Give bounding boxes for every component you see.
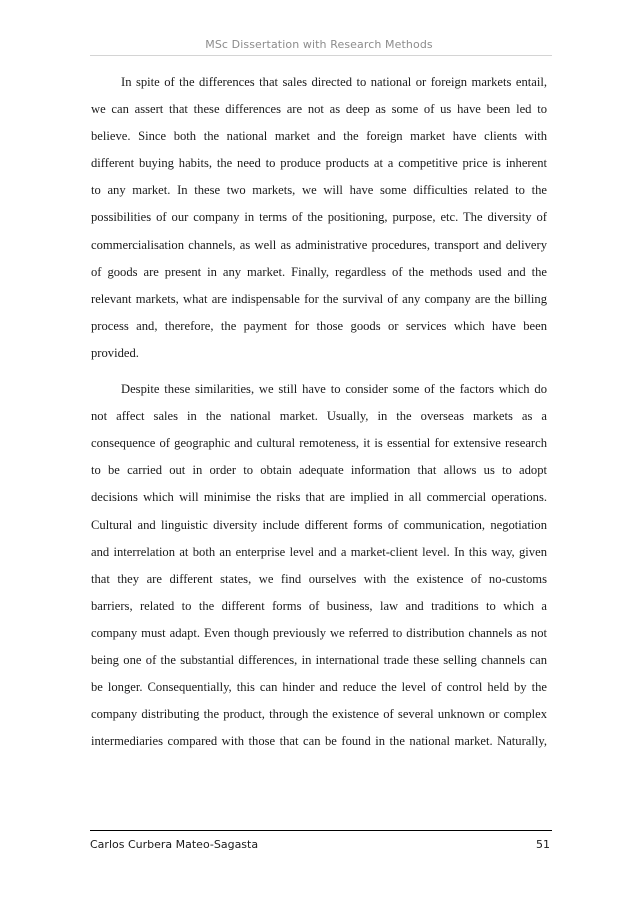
text-line: commercialisation channels, as well as administrative procedures, transport and delivery (91, 237, 547, 252)
text-line: Despite these similarities, we still have to consider some of the factors which do (121, 382, 547, 397)
text-line: relevant markets, what are indispensable for the survival of any company are the billing (91, 291, 547, 306)
footer-author: Carlos Curbera Mateo-Sagasta (90, 838, 259, 851)
text-line: Cultural and linguistic diversity include different forms of communication, negotiation (91, 517, 547, 532)
text-line: provided. (91, 345, 139, 360)
text-line: and interrelation at both an enterprise level and a market-client level. In this way, given (91, 544, 547, 559)
header-divider (90, 55, 552, 56)
paragraph (91, 376, 547, 755)
text-line: be longer. Consequentially, this can hinder and reduce the level of control held by the (91, 680, 547, 695)
text-line: believe. Since both the national market and the foreign market have clients with (91, 129, 547, 144)
page-number: 51 (536, 838, 550, 851)
text-line: process and, therefore, the payment for those goods or services which have been (91, 318, 547, 333)
paragraph (91, 69, 547, 367)
text-line: to be carried out in order to obtain adequate information that allows us to adopt (91, 463, 547, 478)
text-line: company distributing the product, through the existence of several unknown or complex (91, 707, 547, 722)
running-header: MSc Dissertation with Research Methods (205, 38, 433, 51)
text-line: of goods are present in any market. Finally, regardless of the methods used and the (91, 264, 547, 279)
text-line: to any market. In these two markets, we will have some difficulties related to the (91, 183, 547, 198)
text-line: possibilities of our company in terms of the positioning, purpose, etc. The diversity of (91, 210, 547, 225)
body-text (91, 69, 547, 755)
text-line: decisions which will minimise the risks that are implied in all commercial operations. (91, 490, 547, 505)
text-line: intermediaries compared with those that can be found in the national market. Naturally, (91, 734, 547, 749)
text-line: In spite of the differences that sales directed to national or foreign markets entail, (121, 75, 547, 89)
text-line: we can assert that these differences are not as deep as some of us have been led to (91, 102, 547, 117)
text-line: company must adapt. Even though previously we referred to distribution channels as not (91, 625, 547, 640)
text-line: not affect sales in the national market. Usually, in the overseas markets as a (91, 409, 547, 424)
text-line: barriers, related to the different forms of business, law and traditions to which a (91, 598, 547, 613)
footer-divider (90, 830, 552, 831)
text-line: being one of the substantial differences, in international trade these selling channels can (91, 652, 547, 667)
text-line: that they are different states, we find ourselves with the existence of no-customs (91, 571, 547, 586)
text-line: consequence of geographic and cultural remoteness, it is essential for extensive research (91, 436, 547, 451)
text-line: different buying habits, the need to produce products at a competitive price is inherent (91, 156, 547, 171)
